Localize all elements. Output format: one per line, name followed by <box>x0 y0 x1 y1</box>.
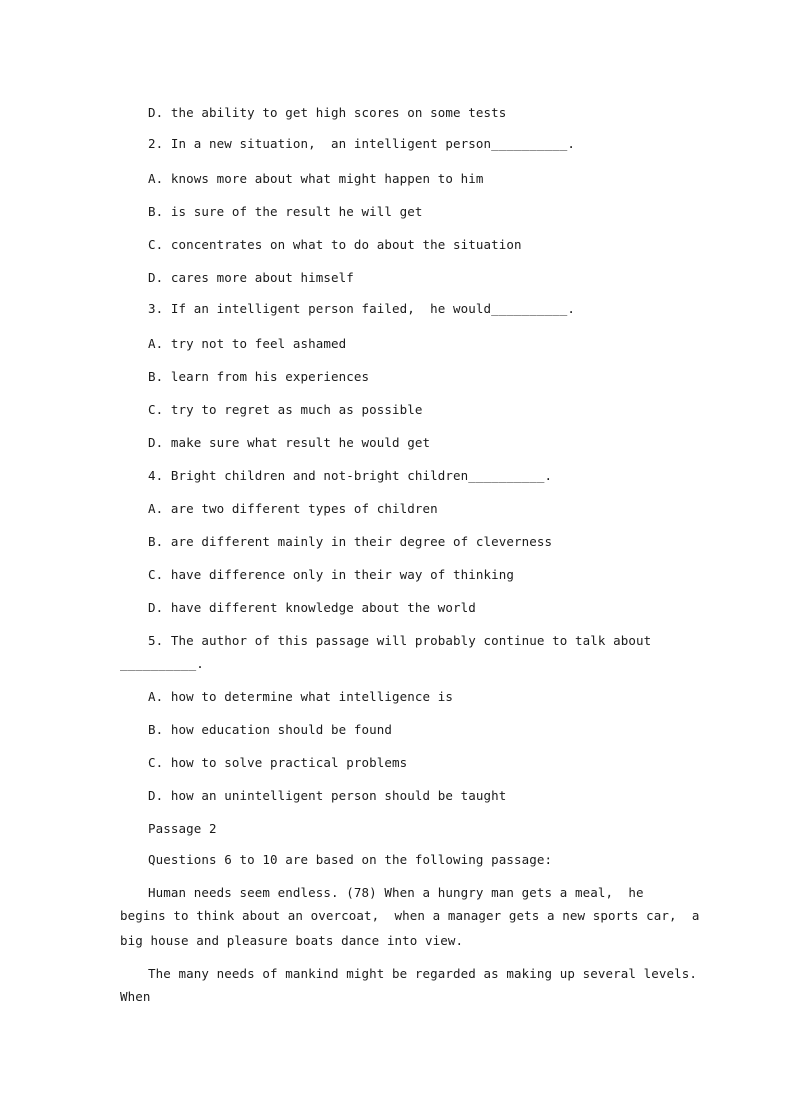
q2-option-b: B. is sure of the result he will get <box>148 204 423 219</box>
q4-option-c: C. have difference only in their way of thinking <box>148 567 515 582</box>
passage-para1-line3: big house and pleasure boats dance into view. <box>120 933 464 948</box>
q5-option-a: A. how to determine what intelligence is <box>148 689 454 704</box>
q4-stem: 4. Bright children and not-bright children__________. <box>148 468 553 483</box>
q2-option-c: C. concentrates on what to do about the situation <box>148 237 522 252</box>
q3-option-c: C. try to regret as much as possible <box>148 402 423 417</box>
q5-option-d: D. how an unintelligent person should be taught <box>148 788 507 803</box>
passage-instructions: Questions 6 to 10 are based on the following passage: <box>148 852 553 867</box>
q3-stem: 3. If an intelligent person failed, he would__________. <box>148 301 576 316</box>
q2-stem: 2. In a new situation, an intelligent person__________. <box>148 136 576 151</box>
q5-stem-blank: __________. <box>120 656 204 671</box>
q5-stem: 5. The author of this passage will probably continue to talk about <box>148 633 652 648</box>
q2-option-d: D. cares more about himself <box>148 270 354 285</box>
q3-option-b: B. learn from his experiences <box>148 369 370 384</box>
passage-para1-line1: Human needs seem endless. (78) When a hungry man gets a meal, he <box>148 885 644 900</box>
passage-para1-line2: begins to think about an overcoat, when a manager gets a new sports car, a <box>120 908 700 923</box>
passage-para2-line2: When <box>120 989 151 1004</box>
passage-para2-line1: The many needs of mankind might be regarded as making up several levels. <box>148 966 698 981</box>
q3-option-a: A. try not to feel ashamed <box>148 336 347 351</box>
q4-option-b: B. are different mainly in their degree of cleverness <box>148 534 553 549</box>
q5-option-c: C. how to solve practical problems <box>148 755 408 770</box>
q4-option-a: A. are two different types of children <box>148 501 438 516</box>
q3-option-d: D. make sure what result he would get <box>148 435 431 450</box>
q4-option-d: D. have different knowledge about the world <box>148 600 476 615</box>
q2-option-a: A. knows more about what might happen to him <box>148 171 484 186</box>
q1-option-d: D. the ability to get high scores on some tests <box>148 105 507 120</box>
passage-heading: Passage 2 <box>148 821 217 836</box>
q5-option-b: B. how education should be found <box>148 722 393 737</box>
